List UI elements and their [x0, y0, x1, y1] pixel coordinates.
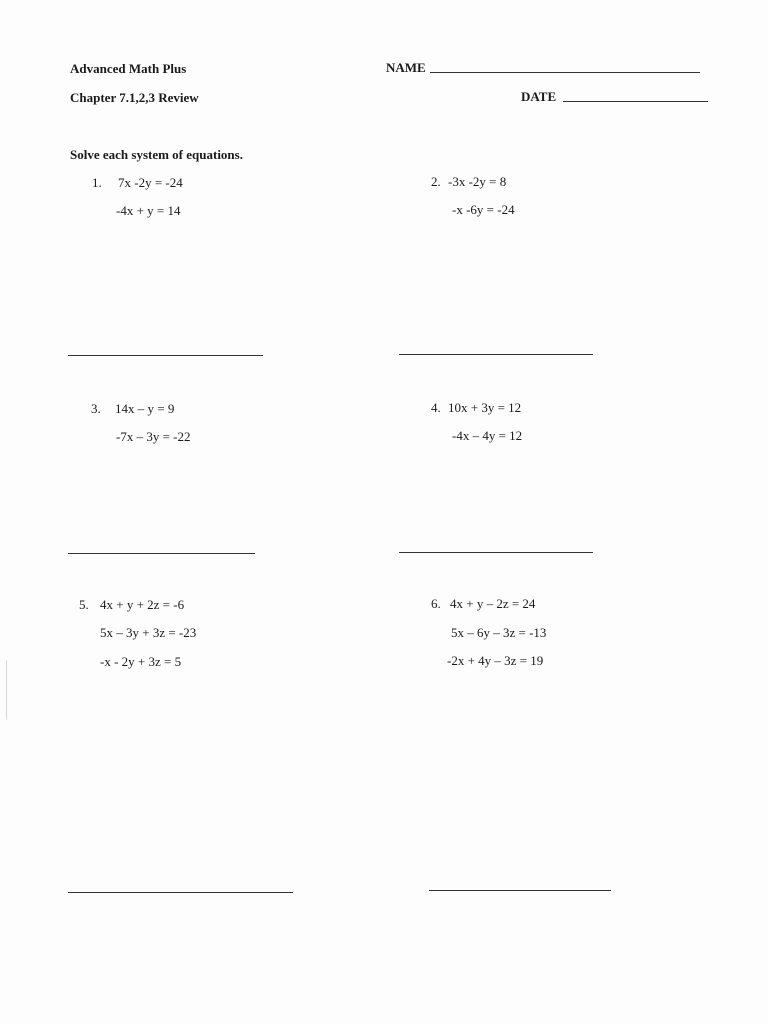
equation: -2x + 4y – 3z = 19 [447, 653, 544, 668]
name-field-line[interactable] [430, 72, 700, 73]
answer-line[interactable] [429, 890, 611, 891]
equation: 14x – y = 9 [115, 401, 175, 416]
answer-line[interactable] [68, 892, 293, 893]
problem-number: 1. [92, 175, 102, 190]
scan-artifact [6, 660, 10, 720]
equation: -4x + y = 14 [116, 203, 181, 218]
equation: -x -6y = -24 [452, 202, 515, 217]
equation: 4x + y – 2z = 24 [450, 596, 536, 611]
date-field-line[interactable] [563, 101, 708, 102]
problem-number: 2. [431, 174, 441, 189]
date-label: DATE [521, 89, 557, 104]
instructions: Solve each system of equations. [70, 147, 243, 162]
equation: 4x + y + 2z = -6 [100, 597, 185, 612]
answer-line[interactable] [399, 552, 593, 553]
problem-number: 5. [79, 597, 89, 612]
equation: 5x – 3y + 3z = -23 [100, 625, 197, 640]
equation: 5x – 6y – 3z = -13 [451, 625, 547, 640]
problem-number: 6. [431, 596, 441, 611]
problem-number: 4. [431, 400, 441, 415]
equation: -7x – 3y = -22 [116, 429, 191, 444]
course-title: Advanced Math Plus [70, 61, 187, 76]
equation: -3x -2y = 8 [448, 174, 507, 189]
equation: 10x + 3y = 12 [448, 400, 522, 415]
equation: 7x -2y = -24 [118, 175, 183, 190]
answer-line[interactable] [68, 355, 263, 356]
equation: -4x – 4y = 12 [452, 428, 523, 443]
name-label: NAME [386, 60, 426, 75]
chapter-title: Chapter 7.1,2,3 Review [70, 90, 199, 105]
answer-line[interactable] [399, 354, 593, 355]
problem-number: 3. [91, 401, 101, 416]
equation: -x - 2y + 3z = 5 [100, 654, 182, 669]
answer-line[interactable] [68, 553, 255, 554]
